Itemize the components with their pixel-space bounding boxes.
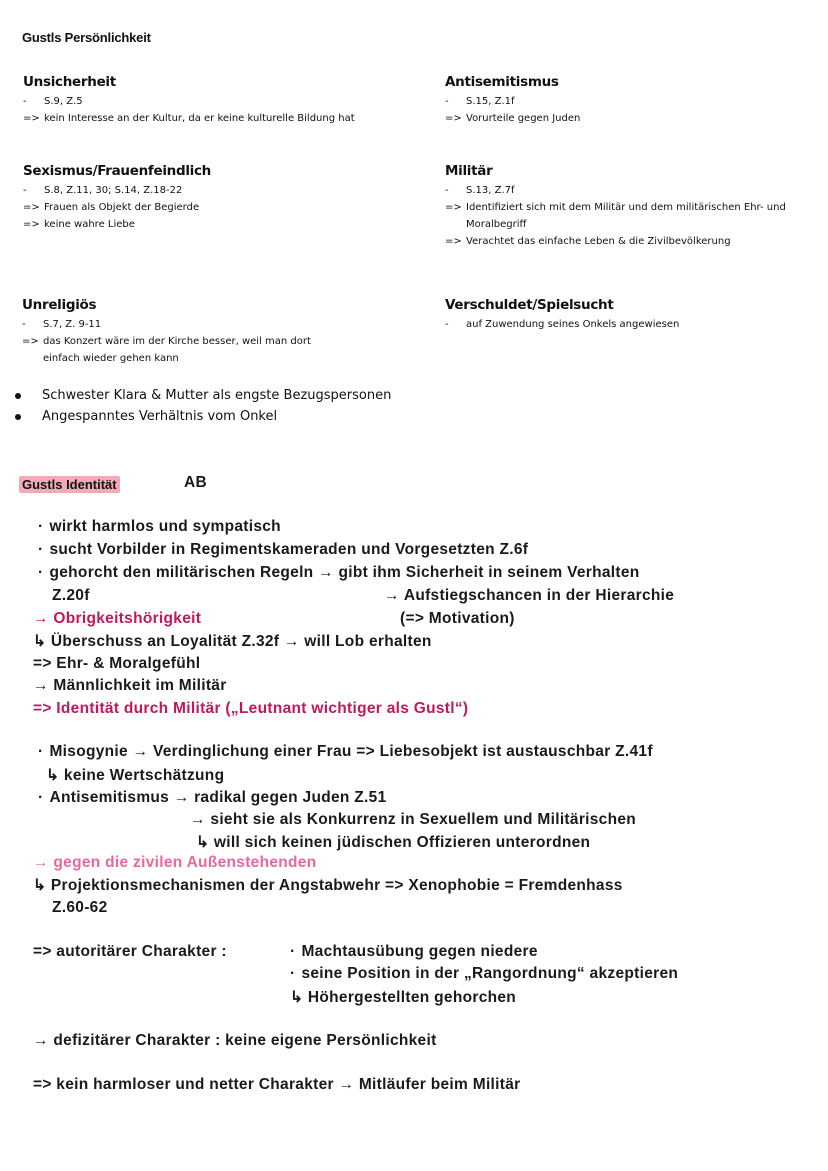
note: → Aufstiegschancen in der Hierarchie	[384, 587, 675, 604]
note: ↳ keine Wertschätzung	[46, 767, 225, 784]
note: Z.20f	[52, 587, 90, 604]
section-sexismus: Sexismus/Frauenfeindlich - S.8, Z.11, 30; S.14, Z.18-22 => Frauen als Objekt der Begierde => keine wahre Liebe	[23, 163, 211, 230]
section-unreligioes: Unreligiös - S.7, Z. 9-11 => das Konzert wäre im der Kirche besser, weil man dort einfach wieder gehen kann	[22, 297, 311, 364]
note-highlight: → gegen die zivilen Außenstehenden	[33, 854, 317, 871]
note: · gehorcht den militärischen Regeln → gibt ihm Sicherheit in seinem Verhalten	[38, 564, 640, 582]
note: (=> Motivation)	[400, 610, 515, 627]
identity-title: Gustls Identität	[19, 476, 120, 493]
page-title: Gustls Persönlichkeit	[22, 30, 151, 45]
note: ↳ Höhergestellten gehorchen	[290, 989, 517, 1006]
note: · seine Position in der „Rangordnung“ akzeptieren	[290, 965, 678, 983]
note: · Machtausübung gegen niedere	[290, 943, 538, 961]
note: → Männlichkeit im Militär	[33, 677, 227, 694]
note: ↳ will sich keinen jüdischen Offizieren unterordnen	[196, 834, 591, 851]
section-heading: Unsicherheit	[23, 74, 116, 90]
section-unsicherheit: Unsicherheit - S.9, Z.5 => kein Interesse an der Kultur, da er keine kulturelle Bildung hat	[23, 74, 423, 127]
note: ↳ Überschuss an Loyalität Z.32f → will Lob erhalten	[33, 633, 432, 650]
identity-ab-label: AB	[184, 474, 207, 491]
note: ↳ Projektionsmechanismen der Angstabwehr => Xenophobie = Fremdenhass	[33, 877, 623, 894]
note: · sucht Vorbilder in Regimentskameraden und Vorgesetzten Z.6f	[38, 541, 528, 559]
bullet-list	[15, 385, 515, 427]
note-highlight: => Identität durch Militär („Leutnant wichtiger als Gustl“)	[33, 700, 469, 717]
section-militaer: Militär - S.13, Z.7f => Identifiziert sich mit dem Militär und dem militärischen Ehr- und Moralbegriff => Verachtet das einfache Leben & die Zivilbevölkerung	[445, 163, 786, 247]
section-verschuldet: Verschuldet/Spielsucht - auf Zuwendung seines Onkels angewiesen	[445, 297, 680, 330]
section-antisemitismus: Antisemitismus - S.15, Z.1f => Vorurteile gegen Juden	[445, 74, 581, 124]
note: Z.60-62	[52, 899, 108, 916]
note: · wirkt harmlos und sympatisch	[38, 518, 281, 536]
note: => kein harmloser und netter Charakter → Mitläufer beim Militär	[33, 1076, 521, 1093]
note: · Misogynie → Verdinglichung einer Frau => Liebesobjekt ist austauschbar Z.41f	[38, 743, 653, 761]
note: => autoritärer Charakter :	[33, 943, 227, 960]
list-item: Angespanntes Verhältnis vom Onkel	[15, 406, 515, 427]
note-highlight: → Obrigkeitshörigkeit	[33, 610, 202, 627]
list-item: Schwester Klara & Mutter als engste Bezugspersonen	[15, 385, 515, 406]
note: => Ehr- & Moralgefühl	[33, 655, 201, 672]
note: → sieht sie als Konkurrenz in Sexuellem und Militärischen	[190, 811, 637, 828]
note: · Antisemitismus → radikal gegen Juden Z.51	[38, 789, 387, 807]
note: → defizitärer Charakter : keine eigene Persönlichkeit	[33, 1032, 437, 1049]
